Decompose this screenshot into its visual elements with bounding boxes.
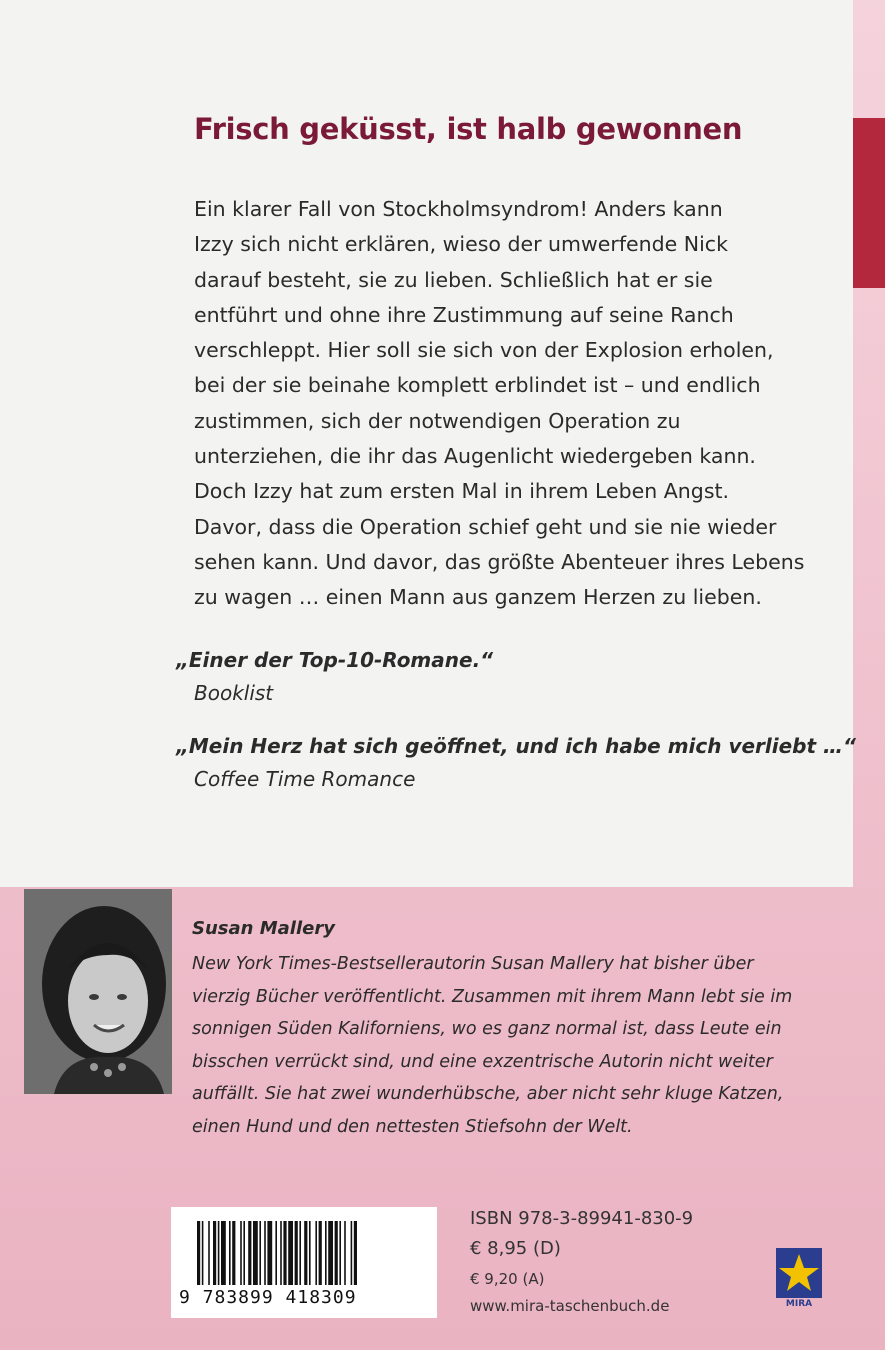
blurb-line: zustimmen, sich der notwendigen Operation zu (194, 408, 681, 433)
blurb-line: bei der sie beinahe komplett erblindet ist – und endlich (194, 373, 761, 398)
barcode (171, 1207, 437, 1318)
blurb-line: zu wagen … einen Mann aus ganzem Herzen zu lieben. (194, 585, 762, 610)
quote-source: Booklist (194, 681, 274, 705)
review-quote (176, 644, 836, 710)
author-portrait-icon (24, 889, 172, 1094)
blurb-line: Doch Izzy hat zum ersten Mal in ihrem Leben Angst. (194, 479, 730, 504)
barcode-digits: 9 783899 418309 (179, 1287, 357, 1308)
price-austria: € 9,20 (A) (470, 1270, 545, 1288)
logo-text: MIRA (785, 1299, 813, 1309)
quote-text: „Einer der Top-10-Romane.“ (176, 648, 494, 672)
headline: Frisch geküsst, ist halb gewonnen (194, 112, 743, 146)
quote-text: „Mein Herz hat sich geöffnet, und ich habe mich verliebt …“ (176, 734, 856, 758)
quote-source: Coffee Time Romance (194, 767, 416, 791)
bio-line: bisschen verrückt sind, und eine exzentrische Autorin nicht weiter (192, 1051, 773, 1072)
author-bio (192, 948, 842, 1143)
blurb-line: Davor, dass die Operation schief geht und sie nie wieder (194, 514, 777, 539)
blurb-line: Ein klarer Fall von Stockholmsyndrom! Anders kann (194, 197, 723, 221)
bio-line: vierzig Bücher veröffentlicht. Zusammen mit ihrem Mann lebt sie im (192, 986, 793, 1007)
publisher-website: www.mira-taschenbuch.de (470, 1297, 670, 1315)
author-photo (24, 889, 172, 1094)
blurb-line: unterziehen, die ihr das Augenlicht wiedergeben kann. (194, 444, 756, 469)
bio-line: New York Times-Bestsellerautorin Susan Mallery hat bisher über (192, 954, 754, 974)
accent-strip (853, 118, 885, 288)
blurb-line: darauf besteht, sie zu lieben. Schließlich hat er sie (194, 267, 713, 292)
blurb-line: Izzy sich nicht erklären, wieso der umwerfende Nick (194, 232, 728, 257)
blurb-line: sehen kann. Und davor, das größte Abenteuer ihres Lebens (194, 549, 805, 574)
bio-line: sonnigen Süden Kaliforniens, wo es ganz normal ist, dass Leute ein (192, 1019, 782, 1039)
blurb-line: verschleppt. Hier soll sie sich von der Explosion erholen, (194, 338, 774, 363)
price-germany: € 8,95 (D) (470, 1238, 561, 1259)
review-quote (176, 730, 856, 796)
bio-line: einen Hund und den nettesten Stiefsohn der Welt. (192, 1116, 633, 1137)
blurb-text (194, 192, 824, 616)
bio-line: auffällt. Sie hat zwei wunderhübsche, aber nicht sehr kluge Katzen, (192, 1084, 784, 1104)
isbn: ISBN 978-3-89941-830-9 (470, 1208, 694, 1229)
blurb-line: entführt und ohne ihre Zustimmung auf seine Ranch (194, 302, 734, 327)
author-name: Susan Mallery (192, 918, 335, 939)
